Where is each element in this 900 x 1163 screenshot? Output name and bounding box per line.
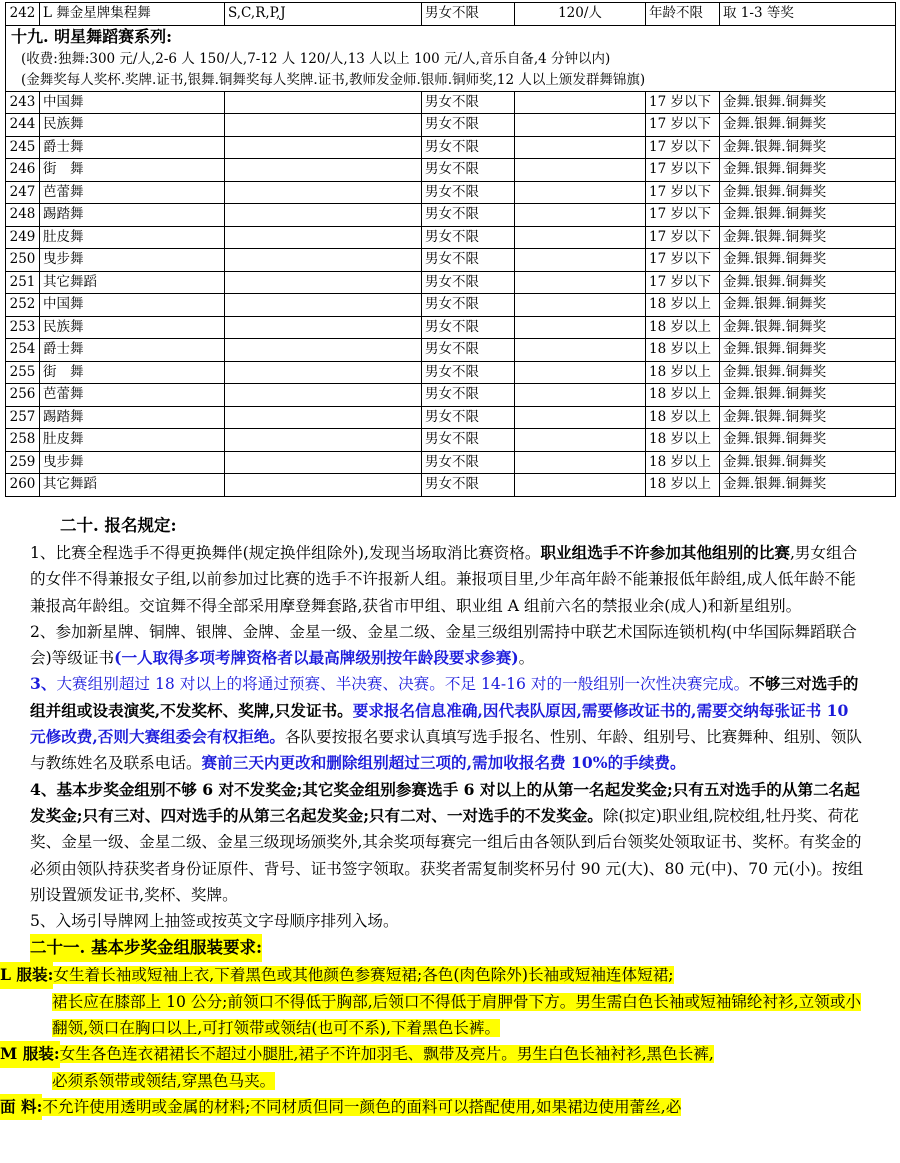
award: 金舞.银舞.铜舞奖 xyxy=(720,429,896,452)
m-costume-text-2: 必须系领带或领结,穿黑色马夹。 xyxy=(52,1071,276,1090)
fee xyxy=(515,384,646,407)
award: 取 1-3 等奖 xyxy=(720,3,896,26)
dance-name: 曳步舞 xyxy=(40,249,225,272)
fee xyxy=(515,159,646,182)
rule-3-b: 大赛组别超过 18 对以上的将通过预赛、半决赛、决赛。不足 14-16 对的一般组别一次性决赛完成。 xyxy=(56,675,750,694)
fee xyxy=(515,451,646,474)
dance-name: 芭蕾舞 xyxy=(40,384,225,407)
dance-code xyxy=(225,474,422,497)
rule-4 xyxy=(30,777,864,908)
fabric-label: 面 料: xyxy=(0,1094,42,1120)
table-row xyxy=(6,226,896,249)
dance-name: 其它舞蹈 xyxy=(40,474,225,497)
m-costume-text xyxy=(60,1041,864,1067)
fee xyxy=(515,181,646,204)
fabric-text-1: 不允许使用透明或金属的材料;不同材质但同一颜色的面料可以搭配使用,如果裙边使用蕾丝,必 xyxy=(42,1097,682,1116)
dance-name: L 舞金星牌集程舞 xyxy=(40,3,225,26)
table-row xyxy=(6,181,896,204)
rule-3 xyxy=(30,671,864,776)
award: 金舞.银舞.铜舞奖 xyxy=(720,339,896,362)
dance-name: 街 舞 xyxy=(40,361,225,384)
row-number: 245 xyxy=(6,136,40,159)
rule-3-d: 要求报名信息准确,因代表队原因,需要修改证书的,需要交纳每张证书 10 元修改费,否则大赛组委会有权拒绝。 xyxy=(30,700,849,747)
age: 17 岁以下 xyxy=(646,226,720,249)
row-number: 251 xyxy=(6,271,40,294)
dance-code xyxy=(225,204,422,227)
dance-code xyxy=(225,91,422,114)
rule-1 xyxy=(30,540,864,619)
table-row xyxy=(6,3,896,26)
table-row xyxy=(6,384,896,407)
dance-name: 中国舞 xyxy=(40,91,225,114)
dance-name: 踢踏舞 xyxy=(40,204,225,227)
gender: 男女不限 xyxy=(422,226,515,249)
fee xyxy=(515,226,646,249)
gender: 男女不限 xyxy=(422,294,515,317)
dance-name: 曳步舞 xyxy=(40,451,225,474)
award: 金舞.银舞.铜舞奖 xyxy=(720,226,896,249)
table-row xyxy=(6,249,896,272)
gender: 男女不限 xyxy=(422,316,515,339)
rule-3-e: 各队要按报名要求认真填写选手报名、性别、年龄、组别号、比赛舞种、组别、领队与教练姓名及联系电话。 xyxy=(30,728,862,773)
table-row xyxy=(6,114,896,137)
fee xyxy=(515,361,646,384)
m-costume xyxy=(0,1041,864,1067)
rule-2 xyxy=(30,619,864,672)
l-costume-text xyxy=(53,962,864,988)
body-text xyxy=(0,512,864,1120)
table-row xyxy=(6,451,896,474)
age: 17 岁以下 xyxy=(646,271,720,294)
row-number: 248 xyxy=(6,204,40,227)
gender: 男女不限 xyxy=(422,429,515,452)
award: 金舞.银舞.铜舞奖 xyxy=(720,361,896,384)
table-row xyxy=(6,429,896,452)
gender: 男女不限 xyxy=(422,339,515,362)
age: 17 岁以下 xyxy=(646,159,720,182)
award: 金舞.银舞.铜舞奖 xyxy=(720,384,896,407)
award: 金舞.银舞.铜舞奖 xyxy=(720,451,896,474)
dance-name: 肚皮舞 xyxy=(40,429,225,452)
age: 18 岁以上 xyxy=(646,429,720,452)
dance-name: 其它舞蹈 xyxy=(40,271,225,294)
age: 17 岁以下 xyxy=(646,181,720,204)
gender: 男女不限 xyxy=(422,91,515,114)
age: 17 岁以下 xyxy=(646,249,720,272)
dance-code xyxy=(225,361,422,384)
l-costume-cont xyxy=(0,989,864,1042)
fee xyxy=(515,271,646,294)
fee xyxy=(515,474,646,497)
m-costume-label: M 服装: xyxy=(0,1041,60,1067)
section-21-title: 二十一. 基本步奖金组服装要求: xyxy=(30,934,262,962)
dance-name: 踢踏舞 xyxy=(40,406,225,429)
rule-4-a: 4、基本步奖金组别不够 6 对不发奖金;其它奖金组别参赛选手 6 对以上的从第一名起发奖金;只有五对选手的从第二名起发奖金;只有三对、四对选手的从第三名起发奖金;只有二对、一对选手的不发奖金。 xyxy=(30,779,860,825)
fabric xyxy=(0,1094,864,1120)
dance-name: 民族舞 xyxy=(40,316,225,339)
gender: 男女不限 xyxy=(422,114,515,137)
table-row xyxy=(6,339,896,362)
gender: 男女不限 xyxy=(422,181,515,204)
award: 金舞.银舞.铜舞奖 xyxy=(720,159,896,182)
table-row xyxy=(6,361,896,384)
table-row xyxy=(6,136,896,159)
dance-name: 爵士舞 xyxy=(40,136,225,159)
dance-code xyxy=(225,114,422,137)
award: 金舞.银舞.铜舞奖 xyxy=(720,204,896,227)
dance-code xyxy=(225,451,422,474)
dance-code xyxy=(225,136,422,159)
gender: 男女不限 xyxy=(422,249,515,272)
dance-code xyxy=(225,339,422,362)
row-number: 250 xyxy=(6,249,40,272)
l-costume-label: L 服装: xyxy=(0,962,53,988)
age: 18 岁以上 xyxy=(646,294,720,317)
rule-4-b: 除(拟定)职业组,院校组,牡丹奖、荷花奖、金星一级、金星二级、金星三级现场颁奖外,其余奖项每赛完一组后由各领队到后台领奖处领取证书、奖杯。有奖金的必须由领队持获奖者身份证原件、背号、证书签字领取。获奖者需复制奖杯另付 90 元(大)、80 元(中)、70 元(小)。按组别设置颁发证书,奖杯、奖牌。 xyxy=(30,806,864,904)
award: 金舞.银舞.铜舞奖 xyxy=(720,271,896,294)
section-19-award-line: (金舞奖每人奖杯.奖牌.证书,银舞.铜舞奖每人奖牌.证书,教师发金师.银师.铜师奖,12 人以上颁发群舞锦旗) xyxy=(21,71,646,88)
dance-code: S,C,R,P,J xyxy=(225,3,422,26)
award: 金舞.银舞.铜舞奖 xyxy=(720,181,896,204)
gender: 男女不限 xyxy=(422,406,515,429)
row-number: 255 xyxy=(6,361,40,384)
dance-code xyxy=(225,384,422,407)
dance-code xyxy=(225,271,422,294)
dance-code xyxy=(225,181,422,204)
table-row xyxy=(6,159,896,182)
row-number: 258 xyxy=(6,429,40,452)
award: 金舞.银舞.铜舞奖 xyxy=(720,114,896,137)
row-number: 246 xyxy=(6,159,40,182)
age: 17 岁以下 xyxy=(646,114,720,137)
fee xyxy=(515,294,646,317)
age: 17 岁以下 xyxy=(646,204,720,227)
fee xyxy=(515,406,646,429)
rule-1-b: 职业组选手不许参加其他组别的比赛 xyxy=(540,543,790,562)
row-number: 247 xyxy=(6,181,40,204)
award: 金舞.银舞.铜舞奖 xyxy=(720,474,896,497)
section-20-title: 二十. 报名规定: xyxy=(60,516,177,535)
fee xyxy=(515,91,646,114)
table-row xyxy=(6,271,896,294)
dance-name: 芭蕾舞 xyxy=(40,181,225,204)
section-19-title: 十九. 明星舞蹈赛系列: xyxy=(11,26,173,46)
table-row xyxy=(6,204,896,227)
l-costume-text-2: 裙长应在膝部上 10 公分;前领口不得低于胸部,后领口不得低于肩胛骨下方。男生需白色长袖或短袖锦纶衬衫,立领或小翻领,领口在胸口以上,可打领带或领结(也可不系),下着黑色长裤。 xyxy=(52,992,862,1038)
gender: 男女不限 xyxy=(422,159,515,182)
dance-code xyxy=(225,316,422,339)
rule-3-c: 不够三对选手的组并组或设表演奖,不发奖杯、奖牌,只发证书。 xyxy=(30,674,859,720)
age: 18 岁以上 xyxy=(646,316,720,339)
fee xyxy=(515,339,646,362)
age: 18 岁以上 xyxy=(646,474,720,497)
gender: 男女不限 xyxy=(422,271,515,294)
award: 金舞.银舞.铜舞奖 xyxy=(720,316,896,339)
fabric-text xyxy=(42,1094,864,1120)
dance-code xyxy=(225,429,422,452)
gender: 男女不限 xyxy=(422,384,515,407)
age: 18 岁以上 xyxy=(646,451,720,474)
dance-code xyxy=(225,159,422,182)
award: 金舞.银舞.铜舞奖 xyxy=(720,294,896,317)
l-costume-text-1: 女生着长袖或短袖上衣,下着黑色或其他颜色参赛短裙;各色(肉色除外)长袖或短袖连体短裙; xyxy=(53,966,674,985)
table-row xyxy=(6,406,896,429)
gender: 男女不限 xyxy=(422,474,515,497)
rule-3-f: 赛前三天内更改和删除组别超过三项的,需加收报名费 10%的手续费。 xyxy=(201,753,686,773)
table-row xyxy=(6,474,896,497)
gender: 男女不限 xyxy=(422,451,515,474)
age: 18 岁以上 xyxy=(646,384,720,407)
rule-5: 5、入场引导牌网上抽签或按英文字母顺序排列入场。 xyxy=(30,912,399,931)
rule-2-c: 。 xyxy=(518,649,535,668)
row-number: 253 xyxy=(6,316,40,339)
fee xyxy=(515,249,646,272)
dance-name: 街 舞 xyxy=(40,159,225,182)
fee xyxy=(515,429,646,452)
rule-2-a: 2、参加新星牌、铜牌、银牌、金牌、金星一级、金星二级、金星三级组别需持中联艺术国际连锁机构(中华国际舞蹈联合会)等级证书 xyxy=(30,622,857,668)
table-row xyxy=(6,91,896,114)
row-number: 254 xyxy=(6,339,40,362)
row-number: 257 xyxy=(6,406,40,429)
table-row xyxy=(6,294,896,317)
fee xyxy=(515,136,646,159)
age: 17 岁以下 xyxy=(646,136,720,159)
gender: 男女不限 xyxy=(422,361,515,384)
rule-2-b: (一人取得多项考牌资格者以最高牌级别按年龄段要求参赛) xyxy=(114,648,519,668)
dance-name: 爵士舞 xyxy=(40,339,225,362)
row-number: 260 xyxy=(6,474,40,497)
age: 18 岁以上 xyxy=(646,406,720,429)
dance-code xyxy=(225,406,422,429)
fee xyxy=(515,114,646,137)
row-number: 244 xyxy=(6,114,40,137)
row-number: 249 xyxy=(6,226,40,249)
section-19-fee-line: (收费:独舞:300 元/人,2-6 人 150/人,7-12 人 120/人,13 人以上 100 元/人,音乐自备,4 分钟以内) xyxy=(21,50,611,67)
age: 18 岁以上 xyxy=(646,361,720,384)
award: 金舞.银舞.铜舞奖 xyxy=(720,249,896,272)
section-header-row xyxy=(6,25,896,91)
table-row xyxy=(6,316,896,339)
award: 金舞.银舞.铜舞奖 xyxy=(720,406,896,429)
row-number: 256 xyxy=(6,384,40,407)
row-number: 242 xyxy=(6,3,40,26)
fee: 120/人 xyxy=(515,3,646,26)
rule-1-a: 1、比赛全程选手不得更换舞伴(规定换伴组除外),发现当场取消比赛资格。 xyxy=(30,544,541,562)
competition-table xyxy=(5,2,896,497)
age: 17 岁以下 xyxy=(646,91,720,114)
gender: 男女不限 xyxy=(422,3,515,26)
m-costume-text-1: 女生各色连衣裙裙长不超过小腿肚,裙子不许加羽毛、飘带及亮片。男生白色长袖衬衫,黑色长裤, xyxy=(59,1045,714,1064)
row-number: 252 xyxy=(6,294,40,317)
gender: 男女不限 xyxy=(422,204,515,227)
dance-code xyxy=(225,294,422,317)
fee xyxy=(515,204,646,227)
fee xyxy=(515,316,646,339)
dance-name: 肚皮舞 xyxy=(40,226,225,249)
age: 年龄不限 xyxy=(646,3,720,26)
gender: 男女不限 xyxy=(422,136,515,159)
dance-name: 民族舞 xyxy=(40,114,225,137)
dance-code xyxy=(225,226,422,249)
l-costume xyxy=(0,962,864,988)
m-costume-cont xyxy=(0,1068,864,1094)
dance-name: 中国舞 xyxy=(40,294,225,317)
rule-3-a: 3、 xyxy=(30,674,57,694)
rule-1-c: ,男女组合的女伴不得兼报女子组,以前参加过比赛的选手不许报新人组。兼报项目里,少年高年龄不能兼报低年龄组,成人低年龄不能兼报高年龄组。交谊舞不得全部采用摩登舞套路,获省市甲组、职业组 A 组前六名的禁报业余(成人)和新星组别。 xyxy=(30,544,858,615)
dance-code xyxy=(225,249,422,272)
row-number: 243 xyxy=(6,91,40,114)
age: 18 岁以上 xyxy=(646,339,720,362)
award: 金舞.银舞.铜舞奖 xyxy=(720,136,896,159)
section-header-cell xyxy=(6,25,896,91)
section-21-title-wrap xyxy=(30,934,864,962)
row-number: 259 xyxy=(6,451,40,474)
award: 金舞.银舞.铜舞奖 xyxy=(720,91,896,114)
